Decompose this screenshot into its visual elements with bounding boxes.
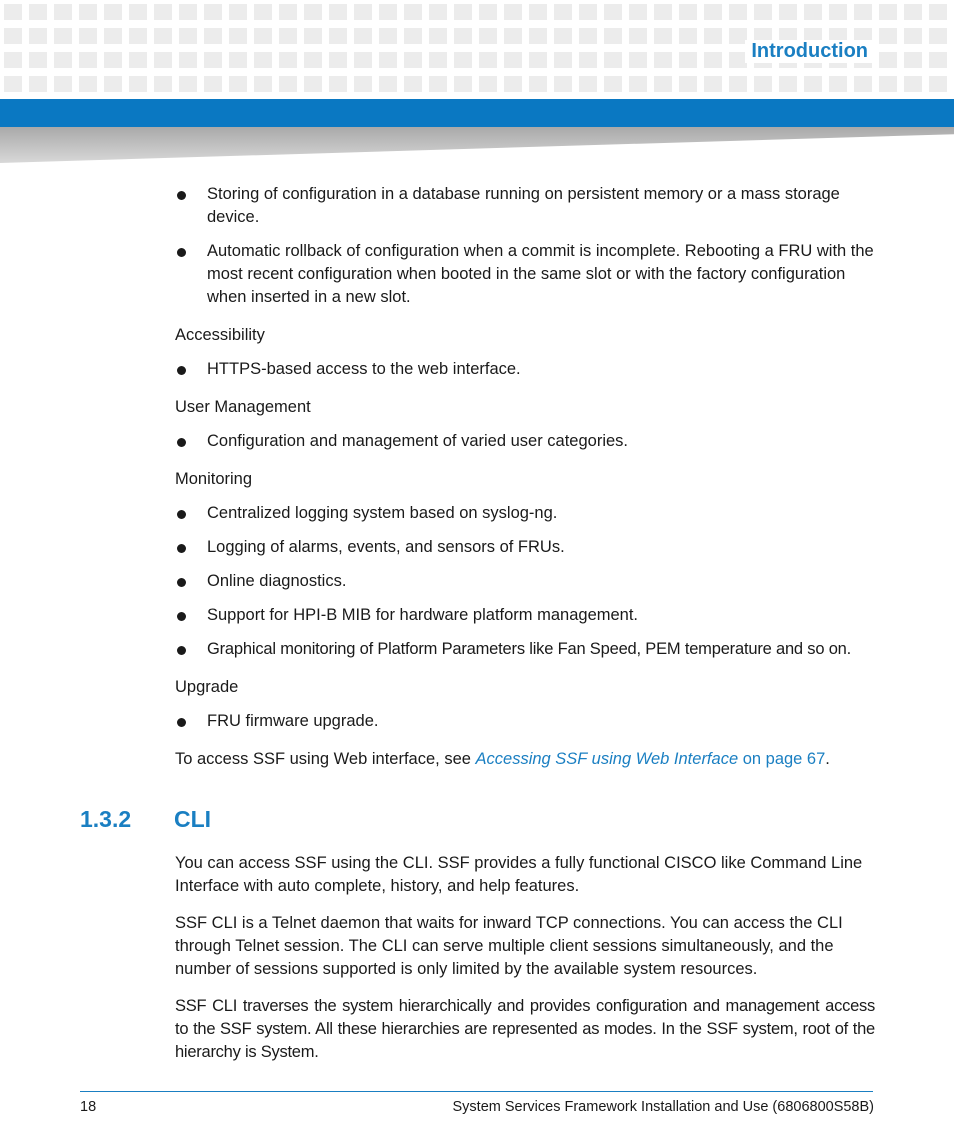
tile-row xyxy=(4,4,954,20)
group-label-monitoring: Monitoring xyxy=(175,470,253,488)
access-note-prefix: To access SSF using Web interface, see xyxy=(175,750,476,768)
link-page-ref: on page 67 xyxy=(738,750,826,768)
header-blue-bar xyxy=(0,99,954,127)
list-item-text: HTTPS-based access to the web interface. xyxy=(207,360,521,378)
paragraph: SSF CLI is a Telnet daemon that waits for inward TCP connections. You can access the CLI through Telnet session. The CLI can serve multiple client sessions simultaneously, and the number of sessions supported is only limited by the available system resources. xyxy=(175,914,843,978)
list-item-text: Online diagnostics. xyxy=(207,572,347,590)
section-heading-title: CLI xyxy=(174,806,212,832)
bullet-dot-icon xyxy=(177,612,186,621)
list-item-text: Support for HPI-B MIB for hardware platform management. xyxy=(207,606,639,624)
section-number: 1.3.2 xyxy=(80,806,132,832)
list-item-text: Graphical monitoring of Platform Parameters like Fan Speed, PEM temperature and so on. xyxy=(207,640,852,658)
footer-page-number: 18 xyxy=(80,1099,97,1115)
access-note xyxy=(175,748,880,771)
list-item xyxy=(175,638,880,661)
bullet-dot-icon xyxy=(177,248,186,257)
list-item xyxy=(175,430,880,453)
bullet-dot-icon xyxy=(177,438,186,447)
tile-row xyxy=(4,76,954,92)
footer-doc-title: System Services Framework Installation and Use (6806800S58B) xyxy=(452,1099,874,1115)
main-content xyxy=(175,183,880,785)
list-item-text: Storing of configuration in a database running on persistent memory or a mass storage device. xyxy=(207,185,840,226)
access-note-end: . xyxy=(825,750,830,768)
bullet-dot-icon xyxy=(177,544,186,553)
list-item xyxy=(175,502,880,525)
bullet-dot-icon xyxy=(177,578,186,587)
header-grey-wedge xyxy=(0,127,954,163)
group-label-upgrade: Upgrade xyxy=(175,678,239,696)
list-item-text: Configuration and management of varied user categories. xyxy=(207,432,628,450)
group-label-user-management: User Management xyxy=(175,398,311,416)
list-item xyxy=(175,536,880,559)
footer-divider xyxy=(80,1091,873,1092)
section-content xyxy=(175,852,875,1078)
section-title: Introduction xyxy=(745,40,874,63)
list-item-text: Logging of alarms, events, and sensors of FRUs. xyxy=(207,538,565,556)
list-item xyxy=(175,710,880,733)
paragraph: SSF CLI traverses the system hierarchically and provides configuration and management access to the SSF system. All these hierarchies are represented as modes. In the SSF system, root of the hierarchy is System. xyxy=(175,997,875,1061)
link-title: Accessing SSF using Web Interface xyxy=(475,750,739,768)
list-item xyxy=(175,358,880,381)
paragraph: You can access SSF using the CLI. SSF provides a fully functional CISCO like Command Line Interface with auto complete, history, and help features. xyxy=(175,854,863,895)
bullet-dot-icon xyxy=(177,510,186,519)
list-item xyxy=(175,570,880,593)
section-heading xyxy=(80,806,211,833)
list-item xyxy=(175,183,880,229)
list-item-text: Automatic rollback of configuration when a commit is incomplete. Rebooting a FRU with the most recent configuration when booted in the same slot or with the factory configuration when inserted in a new slot. xyxy=(207,242,874,306)
list-item xyxy=(175,604,880,627)
list-item xyxy=(175,240,880,309)
list-item-text: FRU firmware upgrade. xyxy=(207,712,379,730)
bullet-dot-icon xyxy=(177,366,186,375)
bullet-dot-icon xyxy=(177,191,186,200)
accessing-ssf-link[interactable] xyxy=(476,750,826,768)
bullet-dot-icon xyxy=(177,718,186,727)
list-item-text: Centralized logging system based on syslog-ng. xyxy=(207,504,558,522)
bullet-dot-icon xyxy=(177,646,186,655)
group-label-accessibility: Accessibility xyxy=(175,326,265,344)
